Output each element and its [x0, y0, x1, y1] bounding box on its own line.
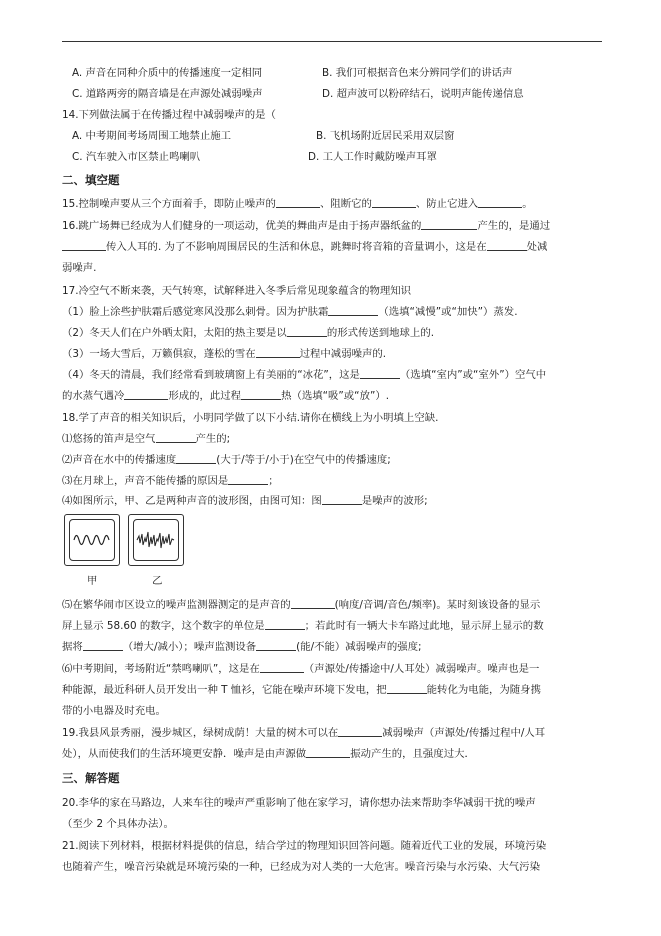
- q17-3-text-b: 过程中减弱噪声的.: [299, 348, 387, 360]
- q18-part-6-line-1: [62, 662, 539, 676]
- blank[interactable]: [478, 197, 522, 208]
- blank[interactable]: [83, 640, 123, 651]
- blank[interactable]: [322, 494, 362, 505]
- q18-5-text-f: （增大/减小）；噪声监测设备: [122, 641, 257, 653]
- q17-2-text-b: 的形式传送到地球上的.: [326, 327, 435, 339]
- q16-text-d: 处减: [526, 241, 548, 253]
- blank[interactable]: [306, 747, 350, 758]
- q16-text-a: 16.跳广场舞已经成为人们健身的一项运动，优美的舞曲声是由于扬声器纸盆的: [62, 220, 422, 232]
- q14-option-a: A. 中考期间考场周围工地禁止施工: [72, 130, 231, 142]
- q19-text-b: 减弱噪声（声源处/传播过程中/人耳: [382, 727, 546, 739]
- blank[interactable]: [487, 240, 527, 251]
- q18-4-text-b: 是噪声的波形;: [361, 495, 428, 507]
- blank[interactable]: [276, 197, 320, 208]
- q16-line-1: [62, 219, 550, 233]
- figure-label-yi: 乙: [152, 575, 163, 587]
- q19-text-c: 处），从而使我们的生活环境更安静．噪声是由声源做: [62, 748, 307, 760]
- q18-part-2: [62, 453, 391, 467]
- blank[interactable]: [241, 389, 281, 400]
- header-rule: [62, 41, 602, 42]
- q18-2-text-b: (大于/等于/小于)在空气中的传播速度;: [216, 454, 391, 466]
- blank[interactable]: [328, 305, 378, 316]
- q18-stem: 18.学了声音的相关知识后，小明同学做了以下小结.请你在横线上为小明填上空缺.: [62, 412, 439, 424]
- q18-4-text-a: ⑷如图所示，甲、乙是两种声音的波形图，由图可知：图: [62, 495, 322, 507]
- q15-text-b: 、阻断它的: [319, 198, 372, 210]
- q17-3-text-a: （3）一场大雪后，万籁俱寂，蓬松的雪在: [62, 348, 256, 360]
- noise-waveform-icon: [134, 520, 178, 560]
- q19-text-a: 19.我县风景秀丽，漫步城区，绿树成荫！大量的树木可以在: [62, 727, 339, 739]
- q16-line-2: [62, 240, 547, 254]
- q21-line-2: 也随着产生，噪音污染就是环境污染的一种，已经成为对人类的一大危害。噪音污染与水污染、大气污染: [62, 861, 540, 873]
- q19-line-2: [62, 747, 475, 761]
- q18-3-text-a: ⑶在月球上，声音不能传播的原因是: [62, 475, 229, 487]
- q18-5-text-e: 据将: [62, 641, 83, 653]
- q18-2-text-a: ⑵声音在水中的传播速度: [62, 454, 177, 466]
- q18-6-text-d: 能转化为电能，为随身携: [426, 684, 541, 696]
- q18-5-text-d: ；若此时有一辆大卡车路过此地，显示屏上显示的数: [304, 620, 544, 632]
- blank[interactable]: [360, 368, 400, 379]
- q13-option-c: C. 道路两旁的隔音墙是在声源处减弱噪声: [72, 88, 263, 100]
- blank[interactable]: [387, 683, 427, 694]
- q14-option-d: D. 工人工作时戴防噪声耳罩: [308, 151, 437, 163]
- scope-screen: [69, 519, 115, 561]
- q19-line-1: [62, 726, 545, 740]
- q18-part-5-line-1: [62, 598, 540, 612]
- q19-text-d: 振动产生的，且强度过大．: [350, 748, 475, 760]
- q17-5-text-b: 形成的，此过程: [168, 390, 242, 402]
- blank[interactable]: [156, 432, 196, 443]
- q13-option-b: B. 我们可根据音色来分辨同学们的讲话声: [322, 67, 513, 79]
- blank[interactable]: [124, 389, 168, 400]
- section-answer-heading: 三、解答题: [62, 771, 120, 785]
- q17-part-3: [62, 347, 386, 361]
- blank[interactable]: [265, 619, 305, 630]
- q18-5-text-c: 屏上显示 58.60 的数字，这个数字的单位是: [62, 620, 265, 632]
- q17-part-1: [62, 305, 518, 319]
- blank[interactable]: [287, 326, 327, 337]
- blank[interactable]: [338, 726, 382, 737]
- q14-option-c: C. 汽车驶入市区禁止鸣喇叭: [72, 151, 201, 163]
- q18-6-text-a: ⑹中考期间，考场附近“禁鸣喇叭”，这是在: [62, 663, 260, 675]
- q17-part-2: [62, 326, 434, 340]
- q17-2-text-a: （2）冬天人们在户外晒太阳，太阳的热主要是以: [62, 327, 287, 339]
- blank[interactable]: [256, 347, 300, 358]
- q21-line-1: 21.阅读下列材料，根据材料提供的信息，结合学过的物理知识回答问题。随着近代工业的发展，环境污染: [62, 840, 547, 852]
- oscilloscope-jia: [64, 514, 120, 566]
- q17-1-text-b: （选填“减慢”或“加快”）蒸发.: [378, 306, 518, 318]
- q18-part-6-line-2: [62, 683, 541, 697]
- q18-6-text-b: （声源处/传播途中/人耳处）减弱噪声。噪声也是一: [303, 663, 540, 675]
- oscilloscope-yi: [128, 514, 184, 566]
- q17-5-text-a: 的水蒸气遇冷: [62, 390, 125, 402]
- figure-label-jia: 甲: [87, 575, 98, 587]
- q17-part-4: [62, 368, 546, 382]
- q15-text-a: 15.控制噪声要从三个方面着手，即防止噪声的: [62, 198, 276, 210]
- q18-part-3: [62, 474, 279, 488]
- q16-text-c: 传入人耳的. 为了不影响周围居民的生活和休息，跳舞时将音箱的音量调小，这是在: [106, 241, 487, 253]
- blank[interactable]: [256, 640, 296, 651]
- q18-part-5-line-2: [62, 619, 544, 633]
- q17-1-text-a: （1）脸上涂些护肤霜后感觉寒风没那么刺骨。因为护肤霜: [62, 306, 329, 318]
- q18-part-6-line-3: 带的小电器及时充电。: [62, 705, 166, 717]
- scope-screen: [133, 519, 179, 561]
- q18-1-text-b: 产生的;: [195, 433, 231, 445]
- q20-line-1: 20.李华的家在马路边，人来车往的噪声严重影响了他在家学习，请你想办法来帮助李华减弱干扰的噪声: [62, 797, 536, 809]
- blank[interactable]: [372, 197, 416, 208]
- q15-line: [62, 197, 533, 211]
- blank[interactable]: [228, 474, 268, 485]
- blank[interactable]: [291, 598, 335, 609]
- q13-option-d: D. 超声波可以粉碎结石，说明声能传递信息: [322, 88, 524, 100]
- q18-5-text-b: (响度/音调/音色/频率)。某时刻该设备的显示: [334, 599, 541, 611]
- q14-stem: 14.下列做法属于在传播过程中减弱噪声的是（: [62, 109, 276, 121]
- q17-part-5: [62, 389, 389, 403]
- q18-3-text-b: ；: [268, 475, 279, 487]
- q18-5-text-a: ⑸在繁华闹市区设立的噪声监测器测定的是声音的: [62, 599, 291, 611]
- q13-option-a: A. 声音在同种介质中的传播速度一定相同: [72, 67, 263, 79]
- q20-line-2: （至少 2 个具体办法）。: [62, 818, 174, 830]
- regular-waveform-icon: [70, 520, 114, 560]
- blank[interactable]: [421, 219, 477, 230]
- blank[interactable]: [62, 240, 106, 251]
- q16-line-3: 弱噪声.: [62, 262, 97, 274]
- q15-text-c: 、防止它进入: [415, 198, 479, 210]
- section-fill-blank-heading: 二、填空题: [62, 173, 120, 187]
- blank[interactable]: [176, 453, 216, 464]
- q18-1-text-a: ⑴悠扬的笛声是空气: [62, 433, 156, 445]
- q17-4-text-b: （选填“室内”或“室外”）空气中: [399, 369, 547, 381]
- q17-stem: 17.冷空气不断来袭，天气转寒，试解释进入冬季后常见现象蕴含的物理知识: [62, 285, 412, 297]
- q18-part-5-line-3: [62, 640, 422, 654]
- q18-part-4: [62, 494, 428, 508]
- q18-6-text-c: 种能源，最近科研人员开发出一种 T 恤衫，它能在噪声环境下发电，把: [62, 684, 387, 696]
- q17-5-text-c: 热（选填“吸”或“放”）.: [281, 390, 390, 402]
- q15-text-d: 。: [522, 198, 533, 210]
- q16-text-b: 产生的，是通过: [477, 220, 551, 232]
- q18-part-1: [62, 432, 230, 446]
- blank[interactable]: [260, 662, 304, 673]
- q14-option-b: B. 飞机场附近居民采用双层窗: [316, 130, 455, 142]
- q18-5-text-g: (能/不能）减弱噪声的强度;: [296, 641, 422, 653]
- q17-4-text-a: （4）冬天的清晨，我们经常看到玻璃窗上有美丽的“冰花”，这是: [62, 369, 360, 381]
